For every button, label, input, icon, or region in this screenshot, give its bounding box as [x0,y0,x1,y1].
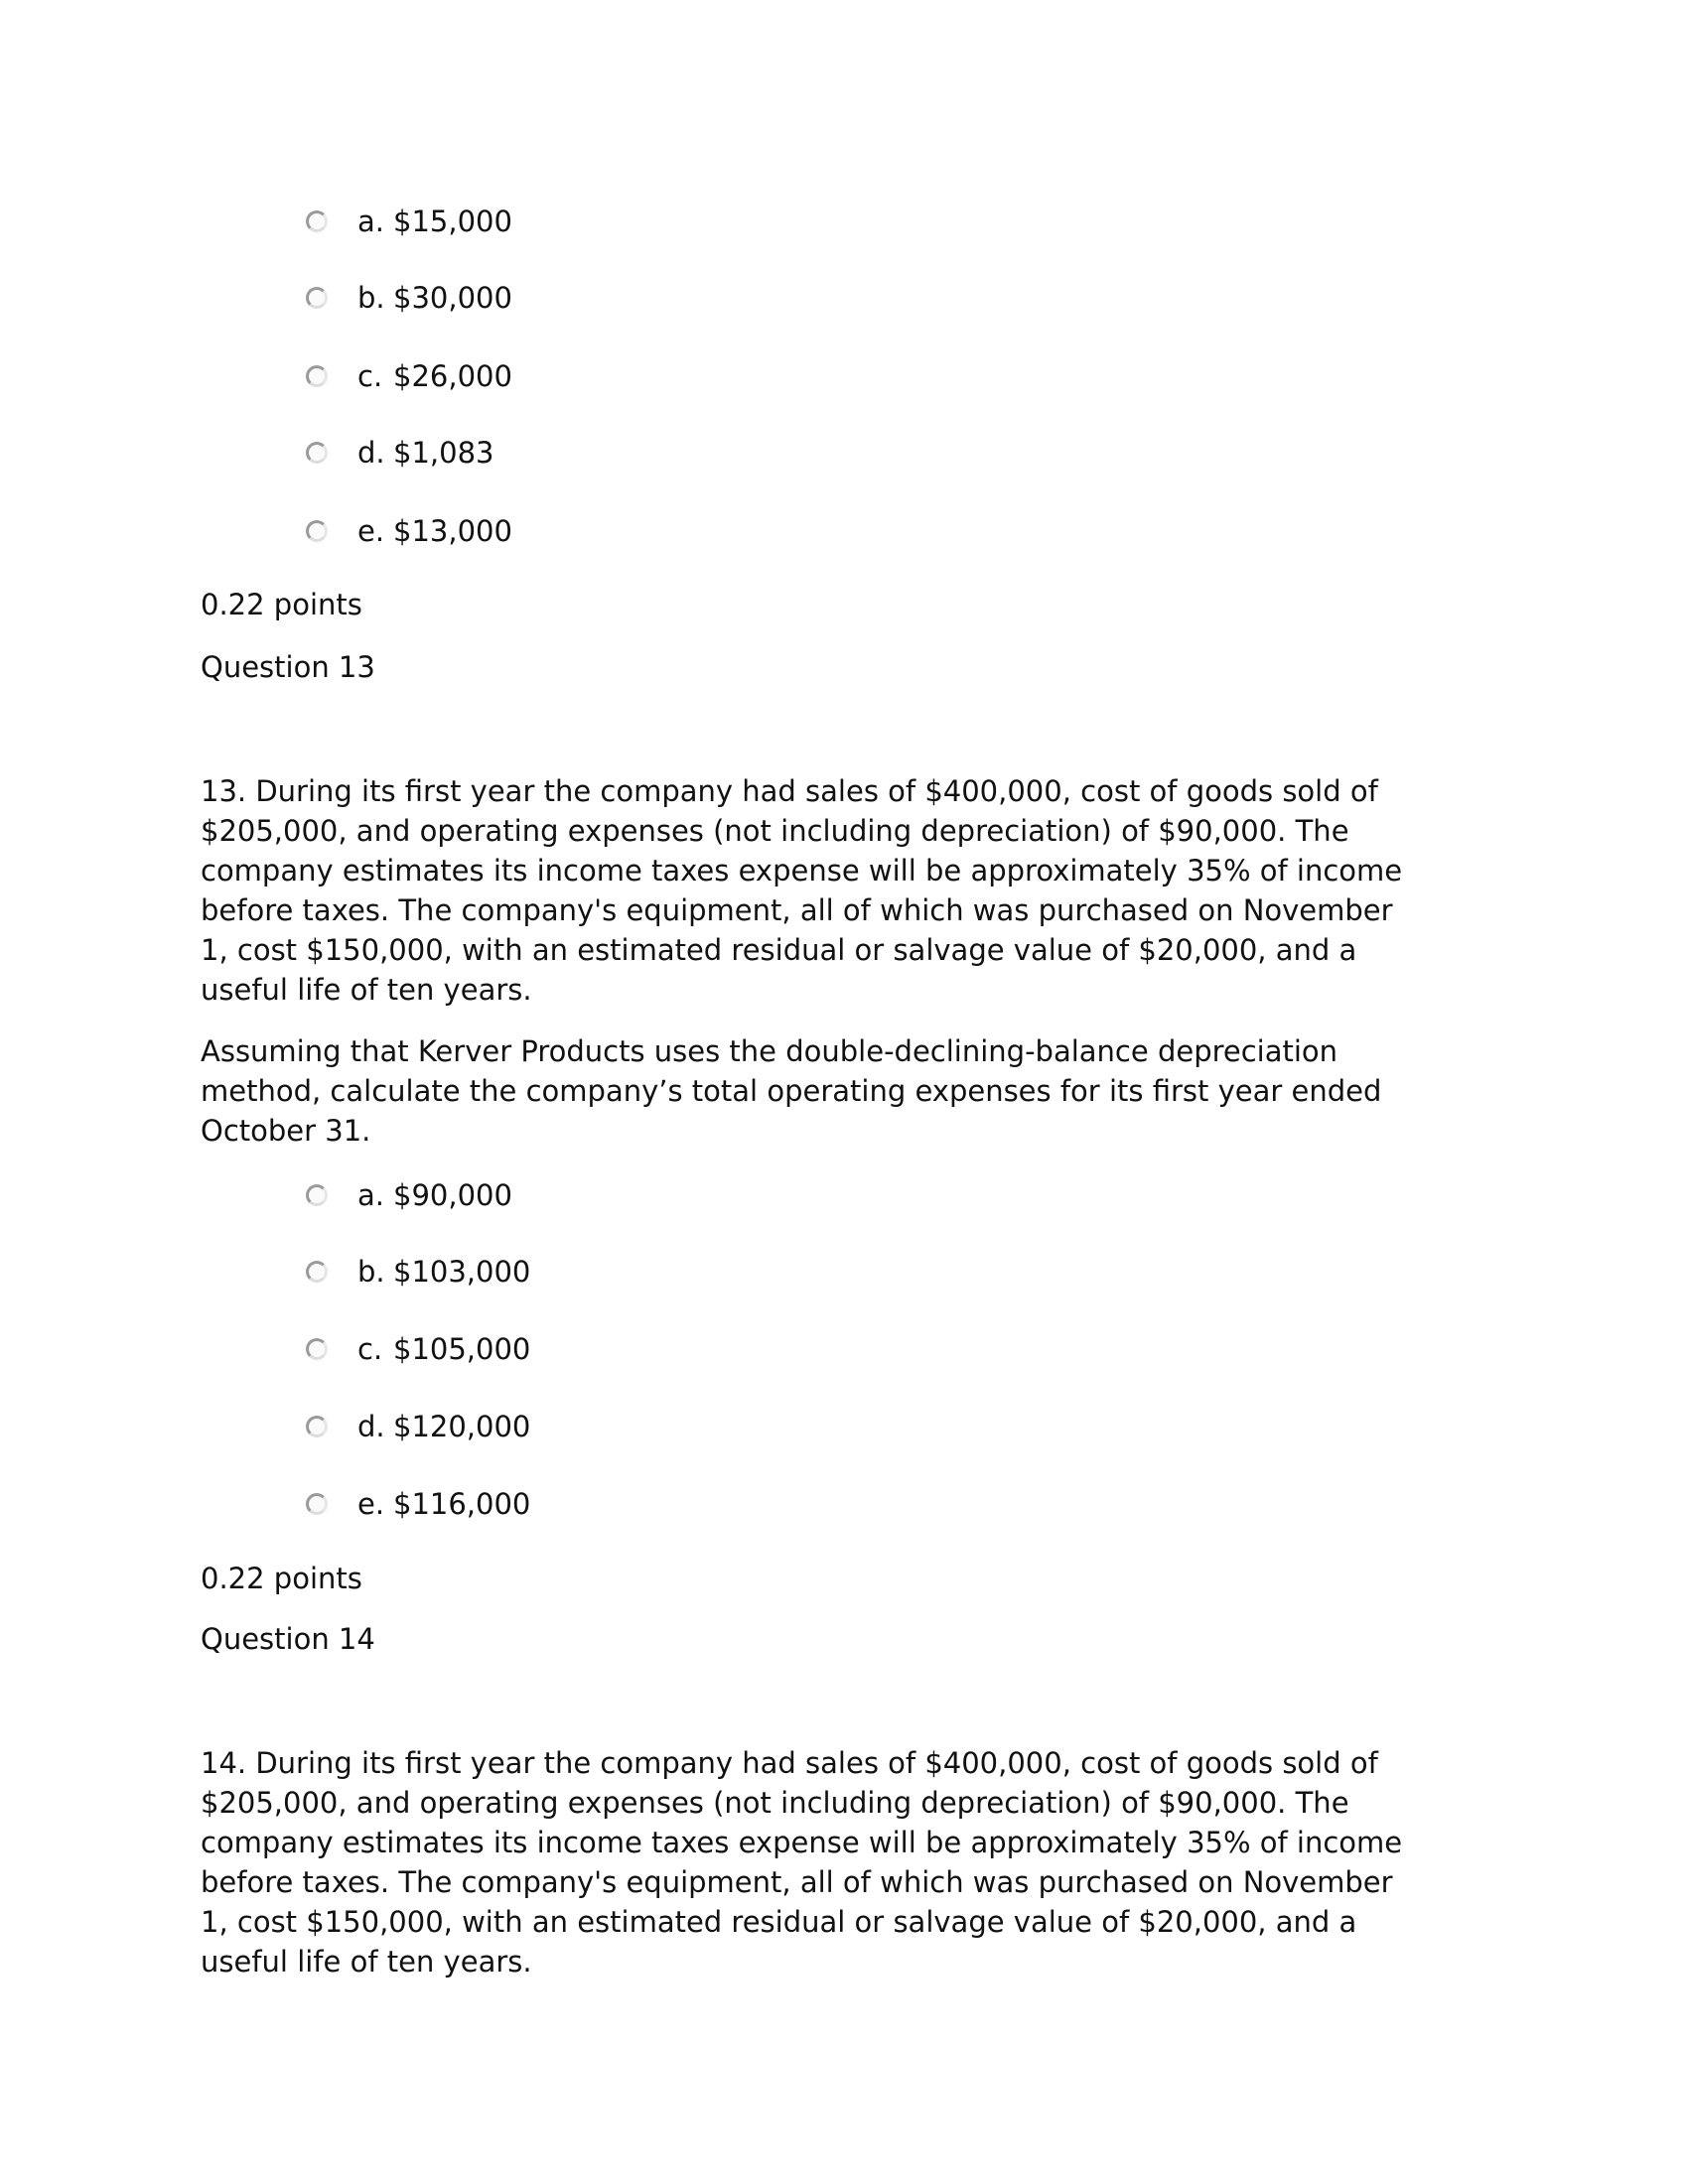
answer-option[interactable] [306,511,512,551]
option-letter: b. [357,1255,385,1289]
option-value: $30,000 [393,281,512,315]
answer-option[interactable] [306,1484,530,1524]
text-line: October 31. [201,1114,371,1148]
option-value: $103,000 [393,1255,531,1289]
text-line: 13. During its first year the company had sales of $400,000, cost of goods sold of [201,774,1378,808]
question-title: Question 13 [201,650,375,684]
option-value: $90,000 [393,1178,512,1212]
option-letter: b. [357,281,385,315]
answer-option[interactable] [306,1407,530,1446]
question-title: Question 14 [201,1622,375,1656]
radio-button[interactable] [306,520,328,542]
option-letter: c. [357,359,383,393]
option-value: $1,083 [393,436,494,470]
option-value: $15,000 [393,205,512,238]
option-value: $26,000 [393,359,512,393]
text-line: method, calculate the company’s total operating expenses for its first year ended [201,1074,1382,1108]
question-13-prompt [201,1031,1381,1151]
text-line: company estimates its income taxes expense will be approximately 35% of income [201,1826,1403,1859]
radio-button[interactable] [306,442,328,464]
text-line: before taxes. The company's equipment, all of which was purchased on November [201,1865,1393,1899]
points-label: 0.22 points [201,1562,362,1595]
text-line: $205,000, and operating expenses (not including depreciation) of $90,000. The [201,814,1349,848]
radio-button[interactable] [306,1493,328,1515]
text-line: useful life of ten years. [201,1945,532,1979]
radio-button[interactable] [306,1261,328,1283]
answer-option[interactable] [306,433,493,473]
option-letter: a. [357,205,384,238]
answer-option[interactable] [306,1252,530,1292]
text-line: useful life of ten years. [201,973,532,1007]
text-line: 14. During its first year the company had sales of $400,000, cost of goods sold of [201,1746,1378,1780]
radio-button[interactable] [306,365,328,387]
option-value: $116,000 [393,1487,531,1521]
option-letter: d. [357,436,385,470]
answer-option[interactable] [306,278,512,318]
radio-button[interactable] [306,1416,328,1437]
answer-option[interactable] [306,1329,530,1369]
answer-option[interactable] [306,1175,512,1215]
question-13-text [201,771,1402,1010]
text-line: before taxes. The company's equipment, all of which was purchased on November [201,893,1393,927]
option-letter: d. [357,1410,385,1443]
answer-option[interactable] [306,356,512,396]
radio-button[interactable] [306,1184,328,1206]
option-value: $105,000 [393,1332,531,1366]
option-letter: e. [357,1487,385,1521]
text-line: 1, cost $150,000, with an estimated residual or salvage value of $20,000, and a [201,1905,1357,1939]
radio-button[interactable] [306,210,328,232]
answer-option[interactable] [306,202,512,241]
option-letter: a. [357,1178,384,1212]
radio-button[interactable] [306,1338,328,1360]
text-line: $205,000, and operating expenses (not including depreciation) of $90,000. The [201,1786,1349,1820]
question-14-text [201,1743,1402,1981]
text-line: Assuming that Kerver Products uses the double-declining-balance depreciation [201,1034,1338,1068]
option-letter: c. [357,1332,383,1366]
radio-button[interactable] [306,287,328,309]
option-letter: e. [357,514,385,548]
option-value: $13,000 [393,514,512,548]
option-value: $120,000 [393,1410,531,1443]
text-line: company estimates its income taxes expense will be approximately 35% of income [201,854,1403,887]
text-line: 1, cost $150,000, with an estimated residual or salvage value of $20,000, and a [201,933,1357,967]
points-label: 0.22 points [201,588,362,621]
